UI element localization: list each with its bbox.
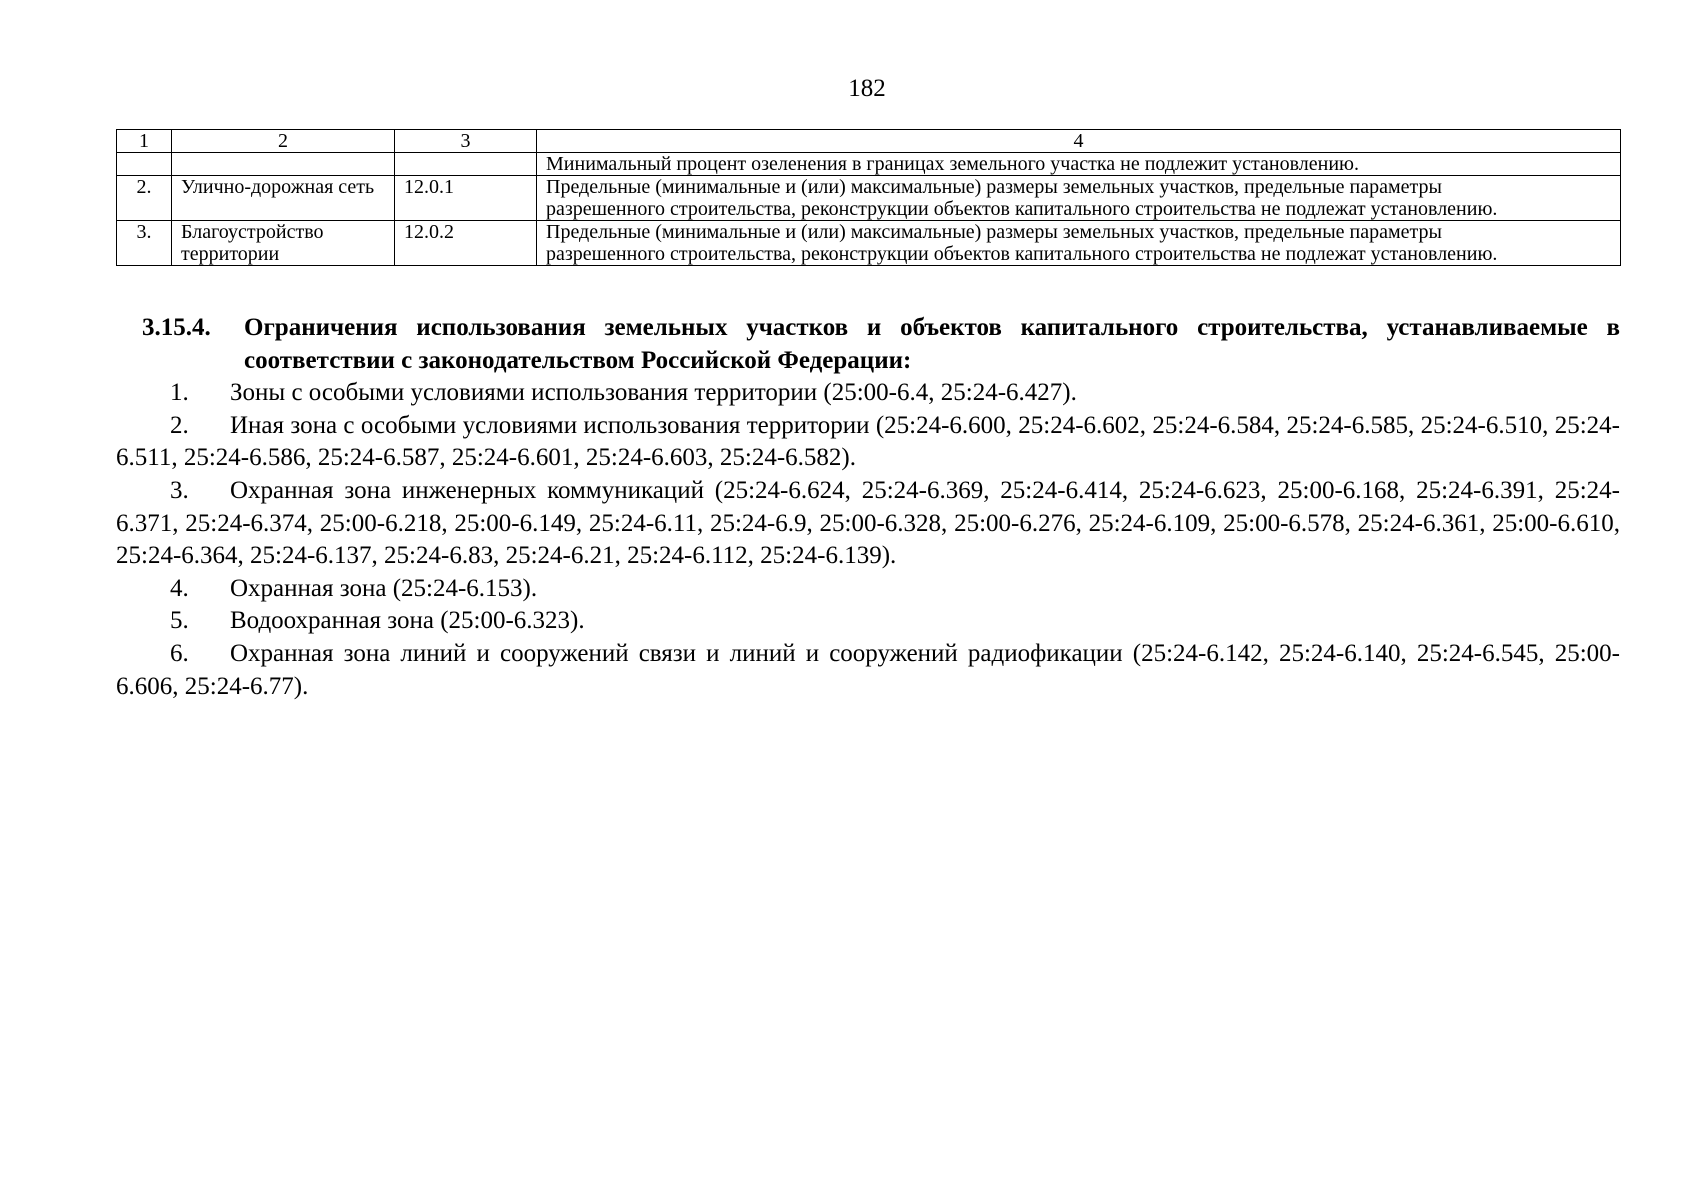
row-description-line: разрешенного строительства, реконструкции объектов капитального строительства не подлежат установлению.	[546, 198, 1498, 220]
list-item	[116, 377, 1620, 410]
row-number: 2.	[117, 176, 172, 221]
row-code: 12.0.2	[395, 221, 537, 266]
column-number-1: 1	[117, 130, 172, 153]
row-description-line: разрешенного строительства, реконструкции объектов капитального строительства не подлежат установлению.	[546, 243, 1498, 265]
empty-cell	[172, 153, 395, 176]
list-item-text: Охранная зона инженерных коммуникаций (25:24-6.624, 25:24-6.369, 25:24-6.414, 25:24-6.623, 25:00-6.168, 25:24-6.391, 25:24-6.371, 25:24-6.374, 25:00-6.218, 25:00-6.149, 25:24-6.11, 25:24-6.9, 25:00-6.328, 25:00-6.276, 25:24-6.109, 25:00-6.578, 25:24-6.361, 25:00-6.610, 25:24-6.364, 25:24-6.137, 25:24-6.83, 25:24-6.21, 25:24-6.112, 25:24-6.139).	[116, 476, 1620, 570]
empty-cell	[395, 153, 537, 176]
list-item-text: Иная зона с особыми условиями использования территории (25:24-6.600, 25:24-6.602, 25:24-6.584, 25:24-6.585, 25:24-6.510, 25:24-6.511, 25:24-6.586, 25:24-6.587, 25:24-6.601, 25:24-6.603, 25:24-6.582).	[116, 411, 1620, 472]
column-number-4: 4	[537, 130, 1621, 153]
list-item-number: 3.	[170, 476, 189, 504]
table-row	[117, 221, 1621, 266]
row-description-line: Предельные (минимальные и (или) максимальные) размеры земельных участков, предельные параметры	[546, 176, 1442, 198]
row-name: Улично-дорожная сеть	[172, 176, 395, 221]
list-item-text: Охранная зона линий и сооружений связи и линий и сооружений радиофикации (25:24-6.142, 25:24-6.140, 25:24-6.545, 25:00-6.606, 25:24-6.77).	[116, 639, 1620, 700]
row-description	[537, 221, 1621, 266]
row-code: 12.0.1	[395, 176, 537, 221]
list-item-number: 6.	[170, 639, 189, 667]
list-item-text: Охранная зона (25:24-6.153).	[230, 574, 538, 602]
empty-cell	[117, 153, 172, 176]
row-name: Благоустройство территории	[172, 221, 395, 266]
continuation-cell: Минимальный процент озеленения в границах земельного участка не подлежит установлению.	[537, 153, 1621, 176]
list-item-text: Водоохранная зона (25:00-6.323).	[230, 607, 585, 635]
list-item	[116, 573, 1620, 606]
row-description	[537, 176, 1621, 221]
column-number-2: 2	[172, 130, 395, 153]
list-item-number: 5.	[170, 607, 189, 635]
table-header-row	[117, 130, 1621, 153]
section-title: Ограничения использования земельных участков и объектов капитального строительства, устанавливаемые в соответствии с законодательством Российской Федерации:	[244, 314, 1620, 374]
list-item	[116, 475, 1620, 573]
restrictions-section	[116, 312, 1620, 703]
list-item-number: 1.	[170, 379, 189, 407]
list-item	[116, 605, 1620, 638]
table-row	[117, 176, 1621, 221]
section-number: 3.15.4.	[142, 314, 211, 341]
table-row	[117, 153, 1621, 176]
list-item-number: 2.	[170, 411, 189, 439]
land-use-table	[116, 129, 1621, 266]
column-number-3: 3	[395, 130, 537, 153]
section-heading	[116, 312, 1620, 377]
page-number: 182	[848, 75, 886, 102]
row-description-line: Предельные (минимальные и (или) максимальные) размеры земельных участков, предельные параметры	[546, 221, 1442, 243]
list-item	[116, 410, 1620, 475]
list-item-number: 4.	[170, 574, 189, 602]
list-item	[116, 638, 1620, 703]
row-number: 3.	[117, 221, 172, 266]
list-item-text: Зоны с особыми условиями использования территории (25:00-6.4, 25:24-6.427).	[230, 379, 1077, 407]
